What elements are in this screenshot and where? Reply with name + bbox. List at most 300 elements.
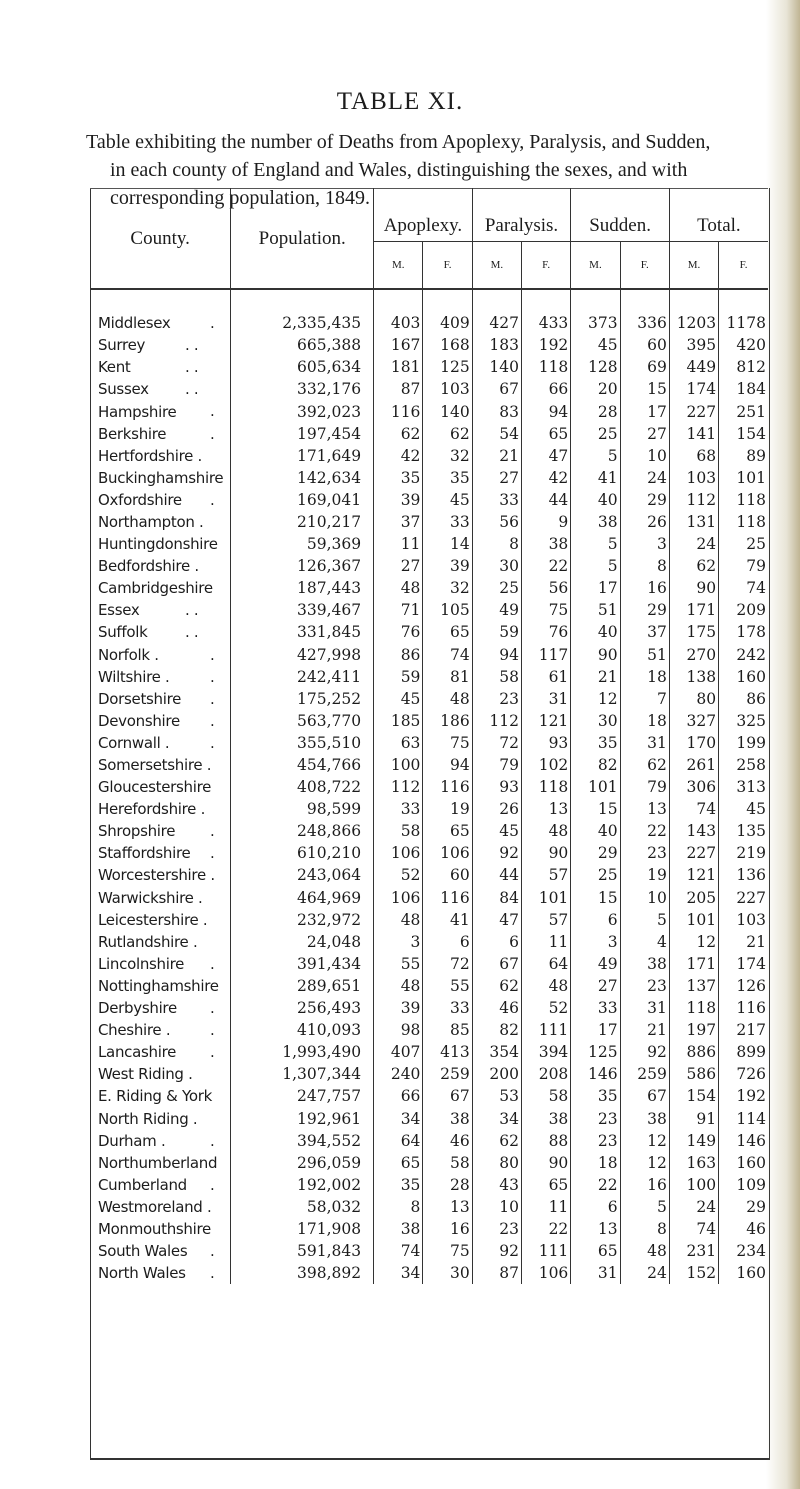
apoplexy-male-cell: 240 (374, 1063, 423, 1085)
county-cell (90, 975, 231, 997)
table-row (90, 1107, 768, 1129)
table-row (90, 356, 768, 378)
header-rule-cell (231, 289, 374, 312)
county-cell (90, 1196, 231, 1218)
paralysis-male-cell: 84 (472, 887, 521, 909)
county-name: West Riding . (98, 1065, 193, 1084)
paralysis-male-cell: 72 (472, 732, 521, 754)
apoplexy-male-cell: 106 (374, 842, 423, 864)
table-row (90, 842, 768, 864)
sudden-female-cell: 10 (620, 887, 669, 909)
total-female-cell: 86 (719, 688, 768, 710)
sudden-male-cell: 15 (571, 887, 620, 909)
total-male-cell: 205 (669, 887, 718, 909)
paralysis-female-cell: 47 (522, 445, 571, 467)
paralysis-female-cell: 394 (522, 1041, 571, 1063)
table-row (90, 1063, 768, 1085)
county-name: Warwickshire . (98, 888, 203, 907)
sudden-female-cell: 12 (620, 1130, 669, 1152)
sudden-male-cell: 5 (571, 533, 620, 555)
header-apoplexy-male: M. (374, 242, 423, 290)
county-leader-dots: . (210, 490, 215, 509)
total-female-cell: 209 (719, 599, 768, 621)
county-leader-dots: . (210, 844, 215, 863)
total-male-cell: 231 (669, 1240, 718, 1262)
apoplexy-male-cell: 63 (374, 732, 423, 754)
total-male-cell: 24 (669, 533, 718, 555)
county-name: Wiltshire . (98, 667, 170, 686)
sudden-male-cell: 33 (571, 997, 620, 1019)
population-cell: 1,307,344 (231, 1063, 374, 1085)
header-rule-cell (669, 289, 718, 312)
total-female-cell: 154 (719, 423, 768, 445)
county-cell (90, 909, 231, 931)
county-leader-dots: . . (185, 601, 199, 620)
sudden-female-cell: 38 (620, 953, 669, 975)
sudden-female-cell: 23 (620, 975, 669, 997)
sudden-male-cell: 22 (571, 1174, 620, 1196)
table-row (90, 1240, 768, 1262)
header-population: Population. (231, 188, 374, 289)
apoplexy-female-cell: 105 (423, 599, 472, 621)
total-male-cell: 152 (669, 1262, 718, 1284)
apoplexy-male-cell: 106 (374, 887, 423, 909)
paralysis-female-cell: 42 (522, 467, 571, 489)
paralysis-male-cell: 46 (472, 997, 521, 1019)
population-cell: 398,892 (231, 1262, 374, 1284)
population-cell: 24,048 (231, 931, 374, 953)
county-name: Dorsetshire (98, 689, 182, 708)
apoplexy-male-cell: 74 (374, 1240, 423, 1262)
apoplexy-female-cell: 72 (423, 953, 472, 975)
county-name: Cheshire . (98, 1021, 171, 1040)
paralysis-male-cell: 54 (472, 423, 521, 445)
population-cell: 247,757 (231, 1085, 374, 1107)
paralysis-male-cell: 53 (472, 1085, 521, 1107)
sudden-female-cell: 18 (620, 666, 669, 688)
paralysis-female-cell: 208 (522, 1063, 571, 1085)
population-cell: 296,059 (231, 1152, 374, 1174)
paralysis-female-cell: 66 (522, 378, 571, 400)
total-female-cell: 136 (719, 864, 768, 886)
sudden-female-cell: 69 (620, 356, 669, 378)
apoplexy-male-cell: 55 (374, 953, 423, 975)
sudden-male-cell: 5 (571, 555, 620, 577)
county-leader-dots: . (210, 711, 215, 730)
county-name: North Wales (98, 1264, 186, 1283)
apoplexy-female-cell: 116 (423, 887, 472, 909)
total-female-cell: 184 (719, 378, 768, 400)
apoplexy-male-cell: 27 (374, 555, 423, 577)
population-cell: 169,041 (231, 489, 374, 511)
population-cell: 339,467 (231, 599, 374, 621)
county-cell (90, 666, 231, 688)
table-row (90, 599, 768, 621)
paralysis-female-cell: 11 (522, 931, 571, 953)
paralysis-male-cell: 30 (472, 555, 521, 577)
paralysis-female-cell: 57 (522, 909, 571, 931)
table-row (90, 533, 768, 555)
header-total-male: M. (669, 242, 718, 290)
total-female-cell: 227 (719, 887, 768, 909)
total-male-cell: 143 (669, 820, 718, 842)
sudden-female-cell: 13 (620, 798, 669, 820)
sudden-male-cell: 21 (571, 666, 620, 688)
population-cell: 665,388 (231, 334, 374, 356)
apoplexy-male-cell: 403 (374, 312, 423, 334)
total-male-cell: 91 (669, 1107, 718, 1129)
apoplexy-male-cell: 38 (374, 1218, 423, 1240)
total-male-cell: 74 (669, 1218, 718, 1240)
apoplexy-female-cell: 60 (423, 864, 472, 886)
paralysis-female-cell: 111 (522, 1019, 571, 1041)
sudden-male-cell: 28 (571, 400, 620, 422)
total-female-cell: 234 (719, 1240, 768, 1262)
apoplexy-male-cell: 45 (374, 688, 423, 710)
county-cell (90, 1262, 231, 1284)
apoplexy-male-cell: 167 (374, 334, 423, 356)
paralysis-male-cell: 62 (472, 1130, 521, 1152)
sudden-male-cell: 6 (571, 909, 620, 931)
total-female-cell: 174 (719, 953, 768, 975)
county-name: Oxfordshire (98, 490, 182, 509)
county-cell (90, 599, 231, 621)
paralysis-female-cell: 61 (522, 666, 571, 688)
county-cell (90, 1218, 231, 1240)
apoplexy-female-cell: 33 (423, 997, 472, 1019)
paralysis-female-cell: 13 (522, 798, 571, 820)
apoplexy-male-cell: 98 (374, 1019, 423, 1041)
total-female-cell: 146 (719, 1130, 768, 1152)
sudden-male-cell: 20 (571, 378, 620, 400)
total-male-cell: 149 (669, 1130, 718, 1152)
county-cell (90, 644, 231, 666)
sudden-female-cell: 60 (620, 334, 669, 356)
paralysis-male-cell: 140 (472, 356, 521, 378)
sudden-female-cell: 19 (620, 864, 669, 886)
sudden-female-cell: 38 (620, 1107, 669, 1129)
total-male-cell: 395 (669, 334, 718, 356)
total-female-cell: 726 (719, 1063, 768, 1085)
sudden-female-cell: 62 (620, 754, 669, 776)
population-cell: 1,993,490 (231, 1041, 374, 1063)
county-name: Derbyshire (98, 999, 177, 1018)
county-name: Lincolnshire (98, 954, 185, 973)
total-male-cell: 261 (669, 754, 718, 776)
paralysis-male-cell: 23 (472, 1218, 521, 1240)
header-sudden-female: F. (620, 242, 669, 290)
sudden-male-cell: 5 (571, 445, 620, 467)
sudden-female-cell: 67 (620, 1085, 669, 1107)
paralysis-male-cell: 67 (472, 953, 521, 975)
apoplexy-female-cell: 409 (423, 312, 472, 334)
paralysis-female-cell: 65 (522, 1174, 571, 1196)
paralysis-male-cell: 33 (472, 489, 521, 511)
sudden-female-cell: 18 (620, 710, 669, 732)
apoplexy-female-cell: 35 (423, 467, 472, 489)
total-female-cell: 29 (719, 1196, 768, 1218)
apoplexy-male-cell: 48 (374, 975, 423, 997)
apoplexy-male-cell: 76 (374, 621, 423, 643)
county-cell (90, 621, 231, 643)
total-male-cell: 131 (669, 511, 718, 533)
apoplexy-female-cell: 19 (423, 798, 472, 820)
paralysis-female-cell: 118 (522, 776, 571, 798)
sudden-male-cell: 101 (571, 776, 620, 798)
table-row (90, 1130, 768, 1152)
sudden-female-cell: 5 (620, 909, 669, 931)
county-name: Gloucestershire (98, 778, 212, 797)
apoplexy-male-cell: 71 (374, 599, 423, 621)
county-cell (90, 997, 231, 1019)
paralysis-male-cell: 112 (472, 710, 521, 732)
apoplexy-female-cell: 65 (423, 820, 472, 842)
page-edge-shadow (766, 0, 800, 1489)
paralysis-male-cell: 58 (472, 666, 521, 688)
paralysis-female-cell: 93 (522, 732, 571, 754)
total-female-cell: 160 (719, 1262, 768, 1284)
paralysis-female-cell: 9 (522, 511, 571, 533)
county-name: Kent (98, 358, 131, 377)
sudden-male-cell: 40 (571, 489, 620, 511)
total-female-cell: 79 (719, 555, 768, 577)
apoplexy-female-cell: 75 (423, 1240, 472, 1262)
paralysis-female-cell: 48 (522, 975, 571, 997)
sudden-male-cell: 17 (571, 577, 620, 599)
apoplexy-female-cell: 168 (423, 334, 472, 356)
population-cell: 210,217 (231, 511, 374, 533)
county-leader-dots: . (210, 1175, 215, 1194)
paralysis-male-cell: 6 (472, 931, 521, 953)
population-cell: 58,032 (231, 1196, 374, 1218)
county-name: Norfolk . (98, 645, 159, 664)
sudden-female-cell: 79 (620, 776, 669, 798)
caption-line-2: in each county of England and Wales, distinguishing the sexes, and with (110, 159, 688, 181)
paralysis-female-cell: 121 (522, 710, 571, 732)
county-leader-dots: . (210, 954, 215, 973)
total-male-cell: 137 (669, 975, 718, 997)
sudden-male-cell: 25 (571, 423, 620, 445)
sudden-female-cell: 10 (620, 445, 669, 467)
county-cell (90, 1152, 231, 1174)
paralysis-female-cell: 90 (522, 1152, 571, 1174)
table-row (90, 511, 768, 533)
table-row (90, 445, 768, 467)
apoplexy-female-cell: 259 (423, 1063, 472, 1085)
apoplexy-male-cell: 100 (374, 754, 423, 776)
county-name: Lancashire (98, 1043, 177, 1062)
population-cell: 610,210 (231, 842, 374, 864)
total-male-cell: 62 (669, 555, 718, 577)
county-cell (90, 1085, 231, 1107)
total-female-cell: 21 (719, 931, 768, 953)
table-row (90, 400, 768, 422)
county-name: Leicestershire . (98, 910, 208, 929)
paralysis-male-cell: 45 (472, 820, 521, 842)
county-cell (90, 1130, 231, 1152)
sudden-female-cell: 17 (620, 400, 669, 422)
paralysis-male-cell: 87 (472, 1262, 521, 1284)
header-total: Total. (669, 188, 768, 242)
header-sudden: Sudden. (571, 188, 670, 242)
county-leader-dots: . (210, 1242, 215, 1261)
paralysis-female-cell: 102 (522, 754, 571, 776)
sudden-male-cell: 25 (571, 864, 620, 886)
sudden-male-cell: 38 (571, 511, 620, 533)
apoplexy-female-cell: 103 (423, 378, 472, 400)
county-leader-dots: . (210, 822, 215, 841)
paralysis-male-cell: 26 (472, 798, 521, 820)
paralysis-female-cell: 22 (522, 555, 571, 577)
total-female-cell: 420 (719, 334, 768, 356)
population-cell: 394,552 (231, 1130, 374, 1152)
apoplexy-female-cell: 45 (423, 489, 472, 511)
county-leader-dots: . (210, 424, 215, 443)
sudden-male-cell: 35 (571, 1085, 620, 1107)
total-male-cell: 1203 (669, 312, 718, 334)
sudden-male-cell: 65 (571, 1240, 620, 1262)
county-name: Monmouthshire (98, 1219, 211, 1238)
paralysis-male-cell: 56 (472, 511, 521, 533)
county-name: Devonshire (98, 711, 180, 730)
paralysis-male-cell: 21 (472, 445, 521, 467)
apoplexy-female-cell: 16 (423, 1218, 472, 1240)
county-name: Huntingdonshire (98, 535, 218, 554)
sudden-male-cell: 6 (571, 1196, 620, 1218)
total-male-cell: 586 (669, 1063, 718, 1085)
population-cell: 98,599 (231, 798, 374, 820)
county-name: Essex (98, 601, 140, 620)
total-female-cell: 135 (719, 820, 768, 842)
header-county: County. (130, 227, 190, 249)
county-leader-dots: . (210, 402, 215, 421)
header-rule-cell (571, 289, 620, 312)
apoplexy-male-cell: 64 (374, 1130, 423, 1152)
total-male-cell: 175 (669, 621, 718, 643)
county-cell (90, 754, 231, 776)
total-male-cell: 174 (669, 378, 718, 400)
paralysis-male-cell: 23 (472, 688, 521, 710)
county-name: Bedfordshire . (98, 557, 199, 576)
sudden-female-cell: 5 (620, 1196, 669, 1218)
apoplexy-female-cell: 65 (423, 621, 472, 643)
county-cell (90, 798, 231, 820)
total-male-cell: 270 (669, 644, 718, 666)
county-cell (90, 887, 231, 909)
sudden-male-cell: 13 (571, 1218, 620, 1240)
apoplexy-male-cell: 34 (374, 1262, 423, 1284)
table-row (90, 776, 768, 798)
header-rule-cell (90, 289, 231, 312)
county-cell (90, 511, 231, 533)
header-paralysis: Paralysis. (472, 188, 571, 242)
paralysis-male-cell: 92 (472, 1240, 521, 1262)
total-male-cell: 90 (669, 577, 718, 599)
county-name: South Wales (98, 1242, 188, 1261)
mortality-table (90, 188, 768, 1284)
paralysis-female-cell: 111 (522, 1240, 571, 1262)
population-cell: 256,493 (231, 997, 374, 1019)
population-cell: 192,002 (231, 1174, 374, 1196)
total-female-cell: 118 (719, 511, 768, 533)
apoplexy-female-cell: 85 (423, 1019, 472, 1041)
header-rule-cell (472, 289, 521, 312)
total-male-cell: 103 (669, 467, 718, 489)
sudden-male-cell: 23 (571, 1130, 620, 1152)
total-male-cell: 449 (669, 356, 718, 378)
total-female-cell: 217 (719, 1019, 768, 1041)
paralysis-male-cell: 10 (472, 1196, 521, 1218)
county-cell (90, 1107, 231, 1129)
population-cell: 248,866 (231, 820, 374, 842)
table-title: TABLE XI. (336, 88, 464, 115)
total-female-cell: 242 (719, 644, 768, 666)
paralysis-female-cell: 38 (522, 533, 571, 555)
apoplexy-female-cell: 32 (423, 577, 472, 599)
county-name: Cornwall . (98, 733, 170, 752)
paralysis-male-cell: 49 (472, 599, 521, 621)
table-row (90, 1218, 768, 1240)
total-female-cell: 118 (719, 489, 768, 511)
apoplexy-female-cell: 125 (423, 356, 472, 378)
header-apoplexy-female: F. (423, 242, 472, 290)
table-row (90, 644, 768, 666)
apoplexy-female-cell: 38 (423, 1107, 472, 1129)
population-cell: 197,454 (231, 423, 374, 445)
apoplexy-female-cell: 140 (423, 400, 472, 422)
sudden-female-cell: 37 (620, 621, 669, 643)
county-name: Cumberland (98, 1175, 187, 1194)
county-cell (90, 378, 231, 400)
sudden-female-cell: 22 (620, 820, 669, 842)
total-female-cell: 116 (719, 997, 768, 1019)
sudden-female-cell: 24 (620, 467, 669, 489)
apoplexy-male-cell: 42 (374, 445, 423, 467)
total-female-cell: 812 (719, 356, 768, 378)
county-cell (90, 423, 231, 445)
county-name: Berkshire (98, 424, 167, 443)
total-female-cell: 258 (719, 754, 768, 776)
paralysis-female-cell: 57 (522, 864, 571, 886)
total-male-cell: 100 (669, 1174, 718, 1196)
table-row (90, 467, 768, 489)
paralysis-male-cell: 427 (472, 312, 521, 334)
paralysis-female-cell: 192 (522, 334, 571, 356)
sudden-male-cell: 125 (571, 1041, 620, 1063)
county-leader-dots: . . (185, 336, 199, 355)
population-cell: 454,766 (231, 754, 374, 776)
sudden-male-cell: 49 (571, 953, 620, 975)
total-female-cell: 103 (719, 909, 768, 931)
sudden-female-cell: 21 (620, 1019, 669, 1041)
sudden-female-cell: 23 (620, 842, 669, 864)
county-name: Worcestershire . (98, 866, 215, 885)
county-name: Westmoreland . (98, 1197, 212, 1216)
paralysis-female-cell: 22 (522, 1218, 571, 1240)
county-cell (90, 710, 231, 732)
table-row (90, 864, 768, 886)
apoplexy-female-cell: 106 (423, 842, 472, 864)
total-female-cell: 178 (719, 621, 768, 643)
apoplexy-male-cell: 185 (374, 710, 423, 732)
county-leader-dots: . (210, 314, 215, 333)
apoplexy-male-cell: 33 (374, 798, 423, 820)
paralysis-female-cell: 38 (522, 1107, 571, 1129)
sudden-male-cell: 45 (571, 334, 620, 356)
apoplexy-male-cell: 39 (374, 489, 423, 511)
total-female-cell: 160 (719, 666, 768, 688)
table-row (90, 887, 768, 909)
